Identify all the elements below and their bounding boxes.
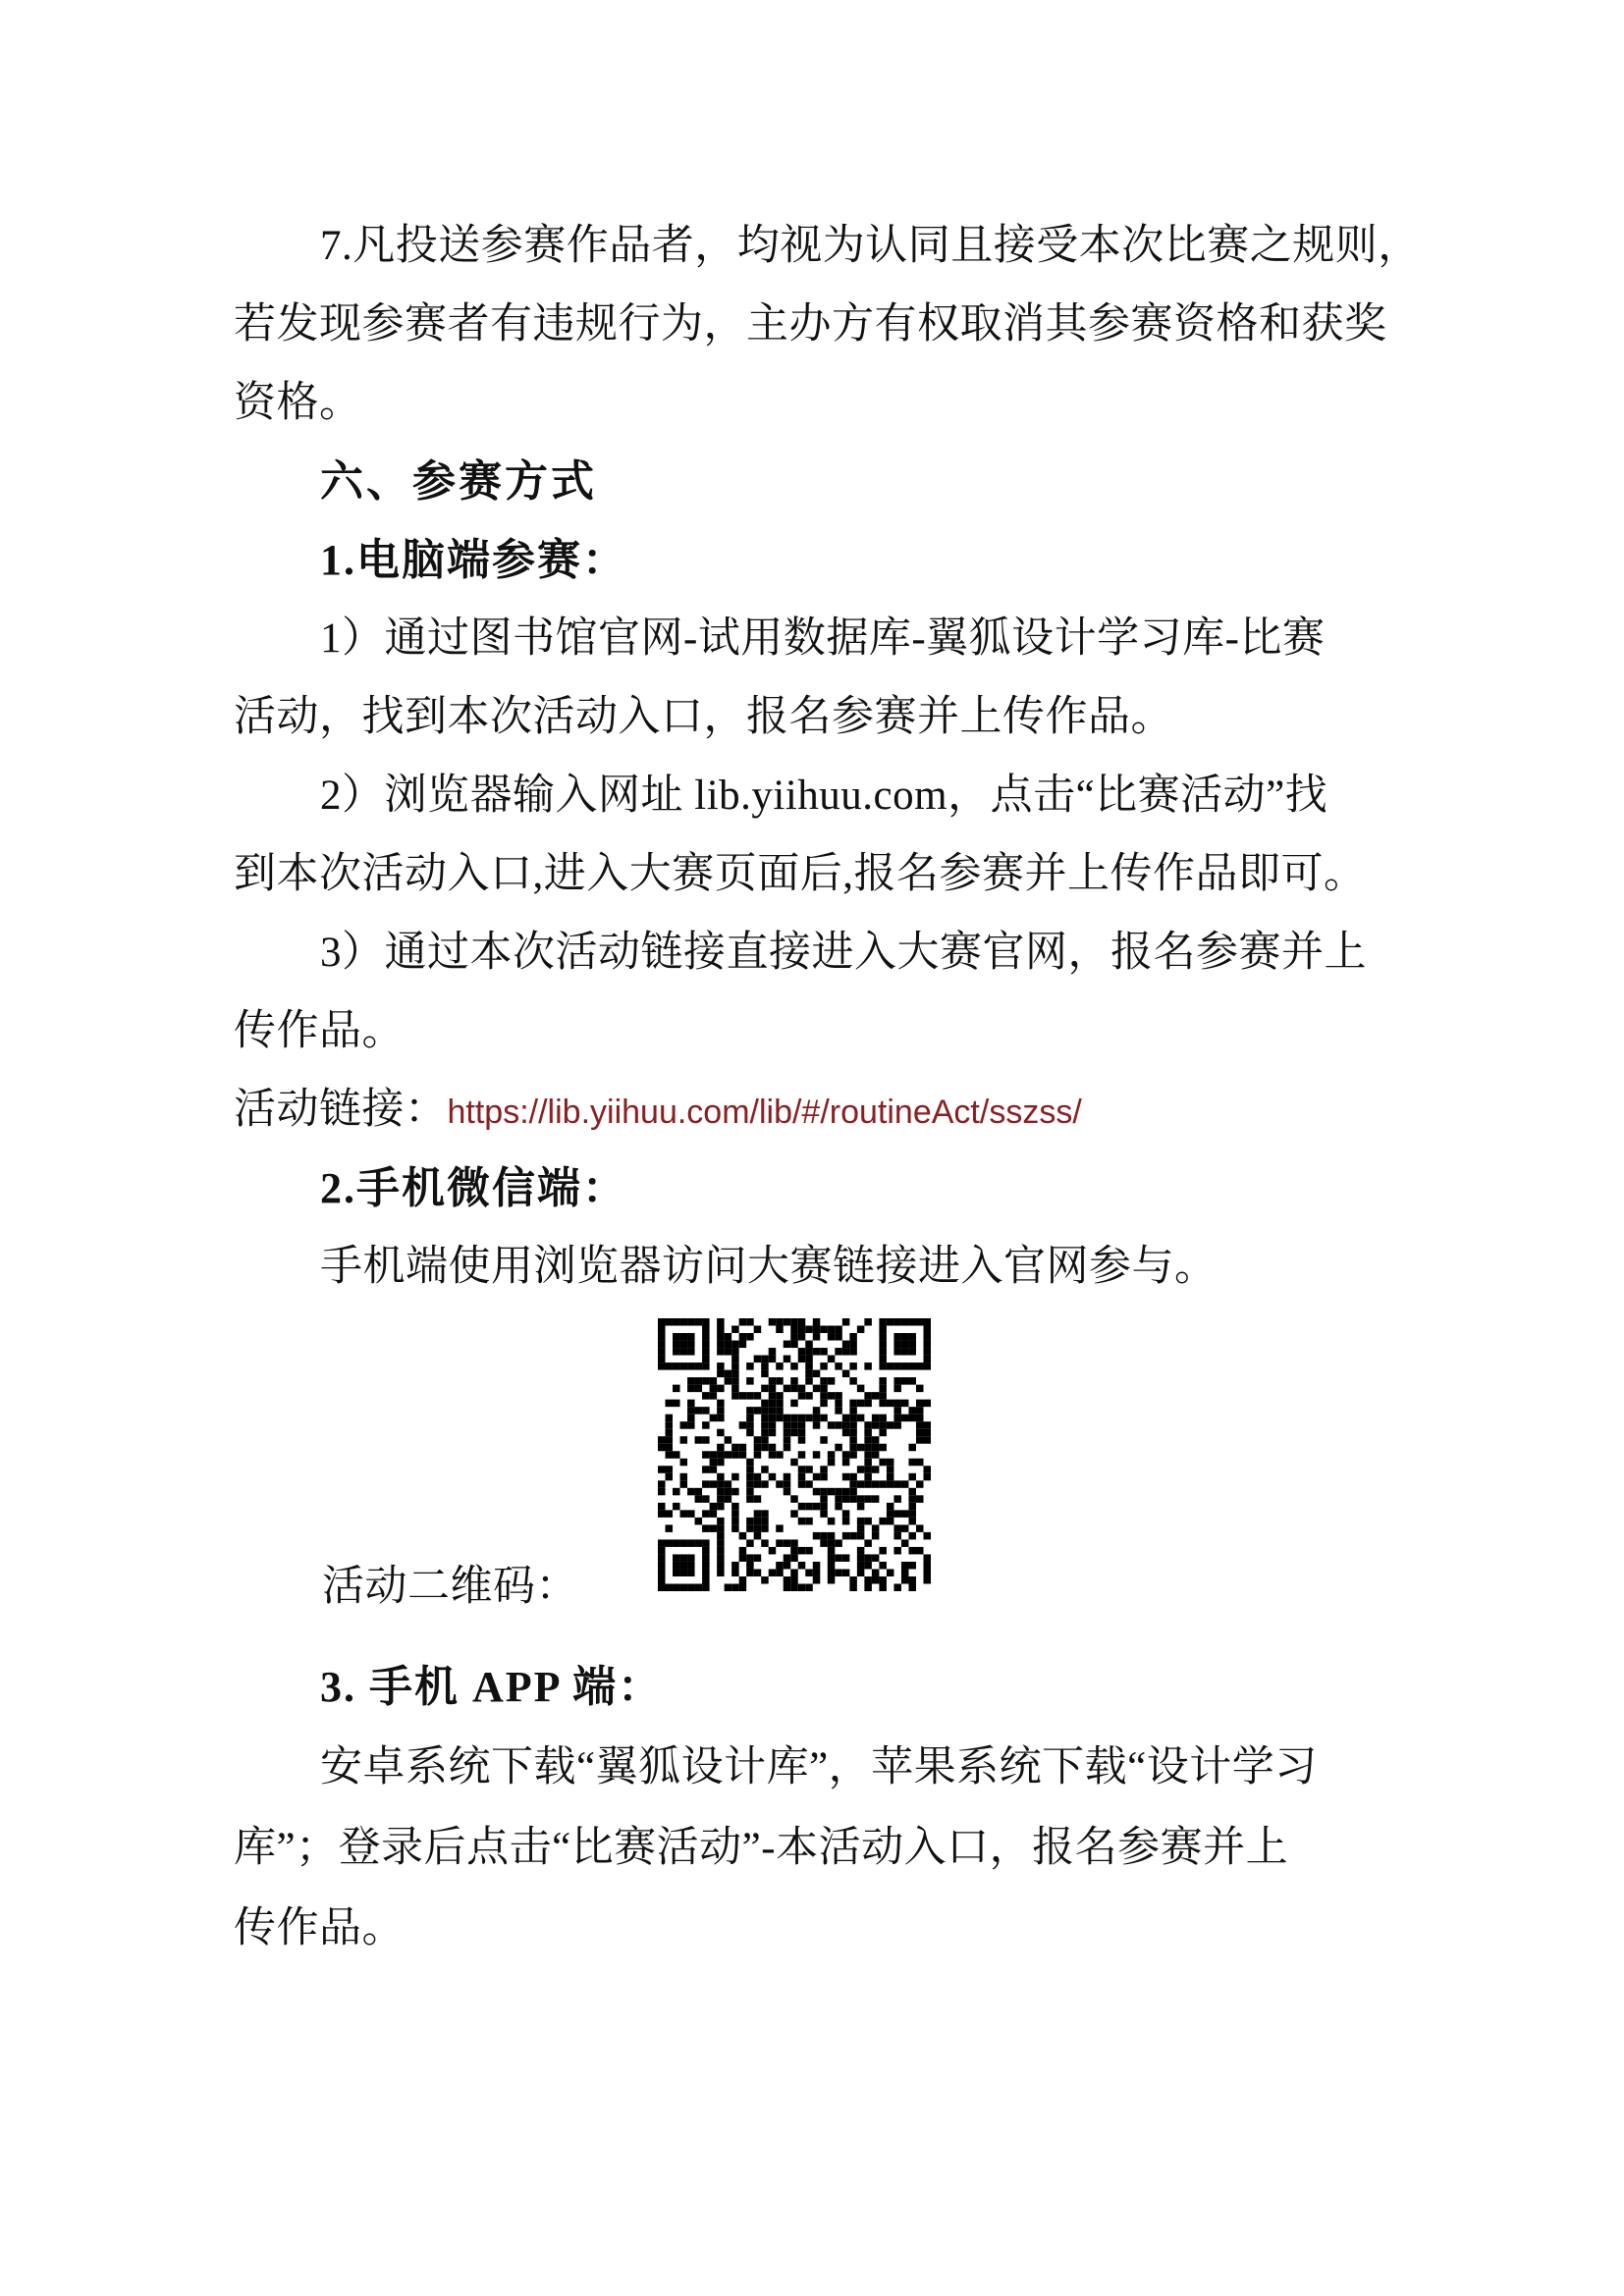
- paragraph-line: 活动，找到本次活动入口，报名参赛并上传作品。: [234, 694, 1173, 740]
- paragraph-line: 2）浏览器输入网址 lib.yiihuu.com，点击“比赛活动”找: [320, 773, 1328, 819]
- paragraph-line: 库”；登录后点击“比赛活动”-本活动入口，报名参赛并上: [234, 1825, 1289, 1871]
- section-heading: 六、参赛方式: [320, 457, 597, 506]
- paragraph-line: 传作品。: [234, 1008, 405, 1054]
- paragraph-line: 1）通过图书馆官网-试用数据库-翼狐设计学习库-比赛: [320, 615, 1326, 662]
- qr-code-label: 活动二维码：: [322, 1564, 578, 1610]
- paragraph-line: 手机端使用浏览器访问大赛链接进入官网参与。: [320, 1244, 1218, 1290]
- paragraph-line: 3）通过本次活动链接直接进入大赛官网，报名参赛并上: [320, 930, 1367, 976]
- paragraph-line: 传作品。: [234, 1905, 405, 1951]
- paragraph-line: 到本次活动入口,进入大赛页面后,报名参赛并上传作品即可。: [234, 851, 1367, 897]
- paragraph-line: 安卓系统下载“翼狐设计库”，苹果系统下载“设计学习: [320, 1744, 1318, 1790]
- activity-link-line: [234, 1071, 1441, 1149]
- app-section-text-block: [234, 1647, 1441, 1969]
- paragraph-line: 若发现参赛者有违规行为，主办方有权取消其参赛资格和获奖: [234, 301, 1387, 347]
- paragraph-line: 资格。: [234, 380, 362, 426]
- subsection-heading: 3. 手机 APP 端：: [320, 1663, 664, 1711]
- subsection-heading: 1.电脑端参赛：: [320, 536, 627, 584]
- activity-link-label: 活动链接：: [234, 1087, 448, 1133]
- qr-code-image: [658, 1318, 931, 1591]
- activity-link[interactable]: https://lib.yiihuu.com/lib/#/routineAct/sszss/: [447, 1094, 1082, 1131]
- paragraph-line: 7.凡投送参赛作品者，均视为认同且接受本次比赛之规则，: [320, 223, 1421, 269]
- qr-code: [658, 1318, 931, 1591]
- main-text-block: [234, 207, 1441, 1307]
- subsection-heading: 2.手机微信端：: [320, 1164, 627, 1212]
